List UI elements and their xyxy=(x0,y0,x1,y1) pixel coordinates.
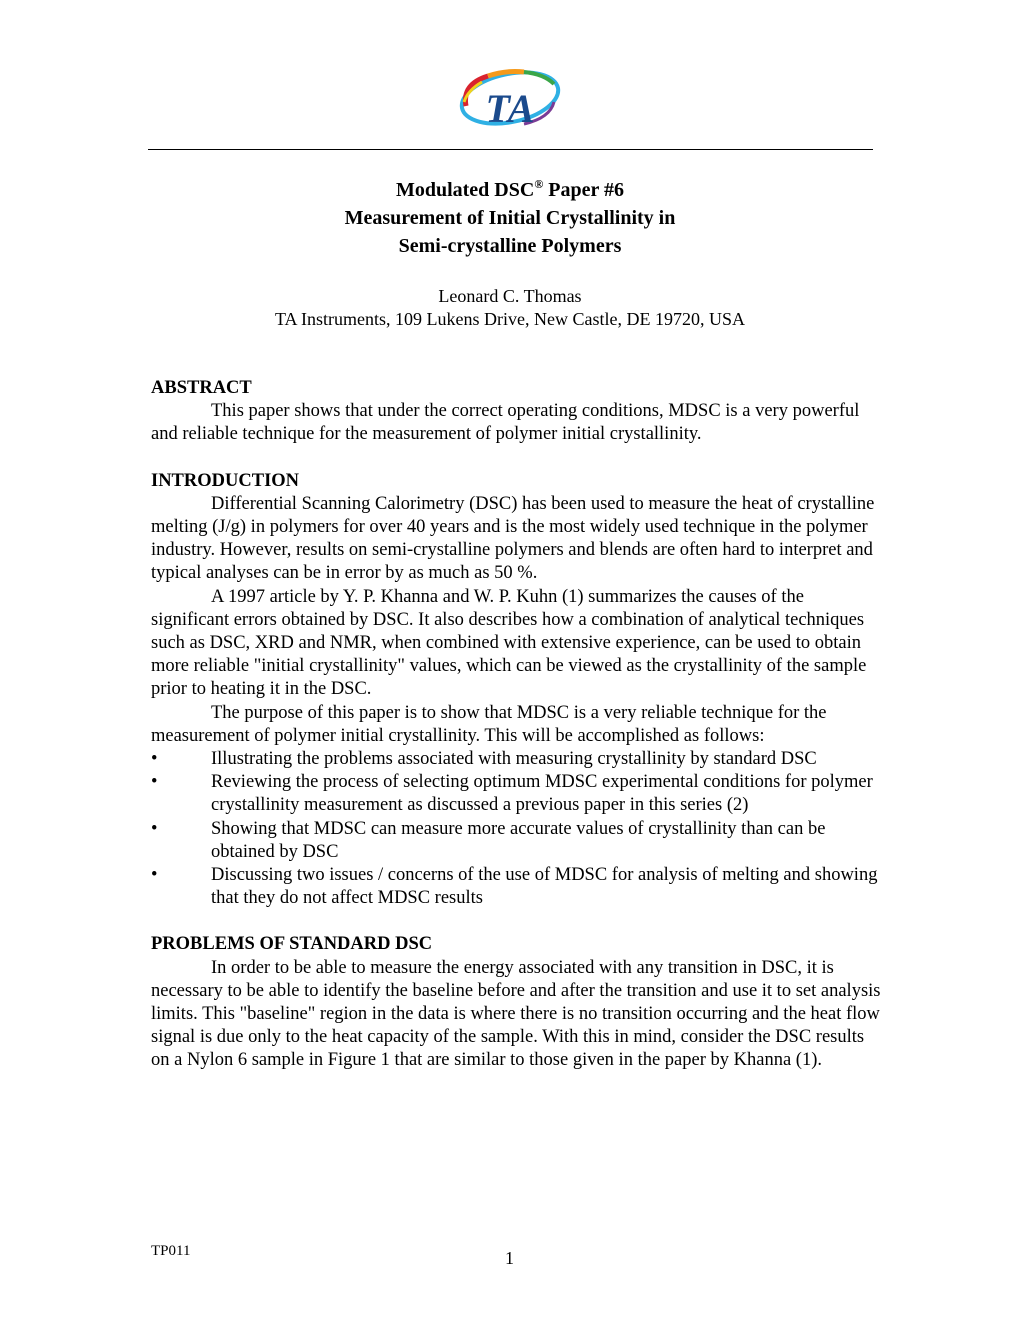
intro-paragraph-3: The purpose of this paper is to show that MDSC is a very reliable technique for the measurement of polymer initial crystallinity. This will be accomplished as follows: xyxy=(151,702,827,746)
registered-mark: ® xyxy=(534,177,544,191)
header-rule xyxy=(148,149,873,150)
problems-heading: PROBLEMS OF STANDARD DSC xyxy=(151,934,433,955)
bullet-icon: • xyxy=(151,865,158,886)
document-id: TP011 xyxy=(151,1243,191,1259)
bullet-item: • Discussing two issues / concerns of the use of MDSC for analysis of melting and showing that they do not affect MDSC results xyxy=(151,865,878,909)
author-block xyxy=(0,285,1020,331)
logo-lettering: TA xyxy=(485,86,535,131)
title-line-1: Modulated DSC® Paper #6 xyxy=(395,177,625,201)
bullet-icon: • xyxy=(151,749,158,770)
bullet-icon: • xyxy=(151,818,158,839)
intro-paragraph-1: Differential Scanning Calorimetry (DSC) has been used to measure the heat of crystalline melting (J/g) in polymers for over 40 years and is the most widely used technique in the polymer industry. However, results on semi-crystalline polymers and blends are often hard to interpret and typical analyses can be in error by as much as 50 %. xyxy=(151,493,875,584)
title-line-2: Measurement of Initial Crystallinity in xyxy=(344,207,676,229)
author-name: Leonard C. Thomas xyxy=(438,286,582,306)
page-number: 1 xyxy=(505,1248,514,1268)
title-line-3: Semi-crystalline Polymers xyxy=(398,235,622,257)
bullet-icon: • xyxy=(151,772,158,793)
bullet-item: • Reviewing the process of selecting optimum MDSC experimental conditions for polymer crystallinity measurement as discussed a previous paper in this series (2) xyxy=(151,772,873,816)
abstract-text: This paper shows that under the correct operating conditions, MDSC is a very powerful and reliable technique for the measurement of polymer initial crystallinity. xyxy=(151,401,860,445)
paper-body xyxy=(151,377,881,1073)
ta-instruments-logo xyxy=(454,62,566,134)
intro-paragraph-2: A 1997 article by Y. P. Khanna and W. P. Kuhn (1) summarizes the causes of the significant errors obtained by DSC. It also describes how a combination of analytical techniques such as DSC, XRD and NMR, when combined with extensive experience, can be used to obtain more reliable "initial crystallinity" values, which can be viewed as the crystallinity of the sample prior to heating it in the DSC. xyxy=(151,586,867,700)
intro-bullet-list xyxy=(151,748,881,910)
problems-paragraph-1: In order to be able to measure the energy associated with any transition in DSC, it is necessary to be able to identify the baseline before and after the transition and use it to set analysis limits. This "baseline" region in the data is where there is no transition occurring and the heat flow signal is due only to the heat capacity of the sample. With this in mind, consider the DSC results on a Nylon 6 sample in Figure 1 that are similar to those given in the paper by Khanna (1). xyxy=(151,957,881,1071)
bullet-item: • Illustrating the problems associated with measuring crystallinity by standard DSC xyxy=(151,748,881,771)
abstract-heading: ABSTRACT xyxy=(151,378,252,398)
paper-title xyxy=(0,176,1020,260)
bullet-item: • Showing that MDSC can measure more accurate values of crystallinity than can be obtained by DSC xyxy=(151,818,826,862)
introduction-heading: INTRODUCTION xyxy=(151,470,300,491)
author-affiliation: TA Instruments, 109 Lukens Drive, New Castle, DE 19720, USA xyxy=(274,309,745,329)
